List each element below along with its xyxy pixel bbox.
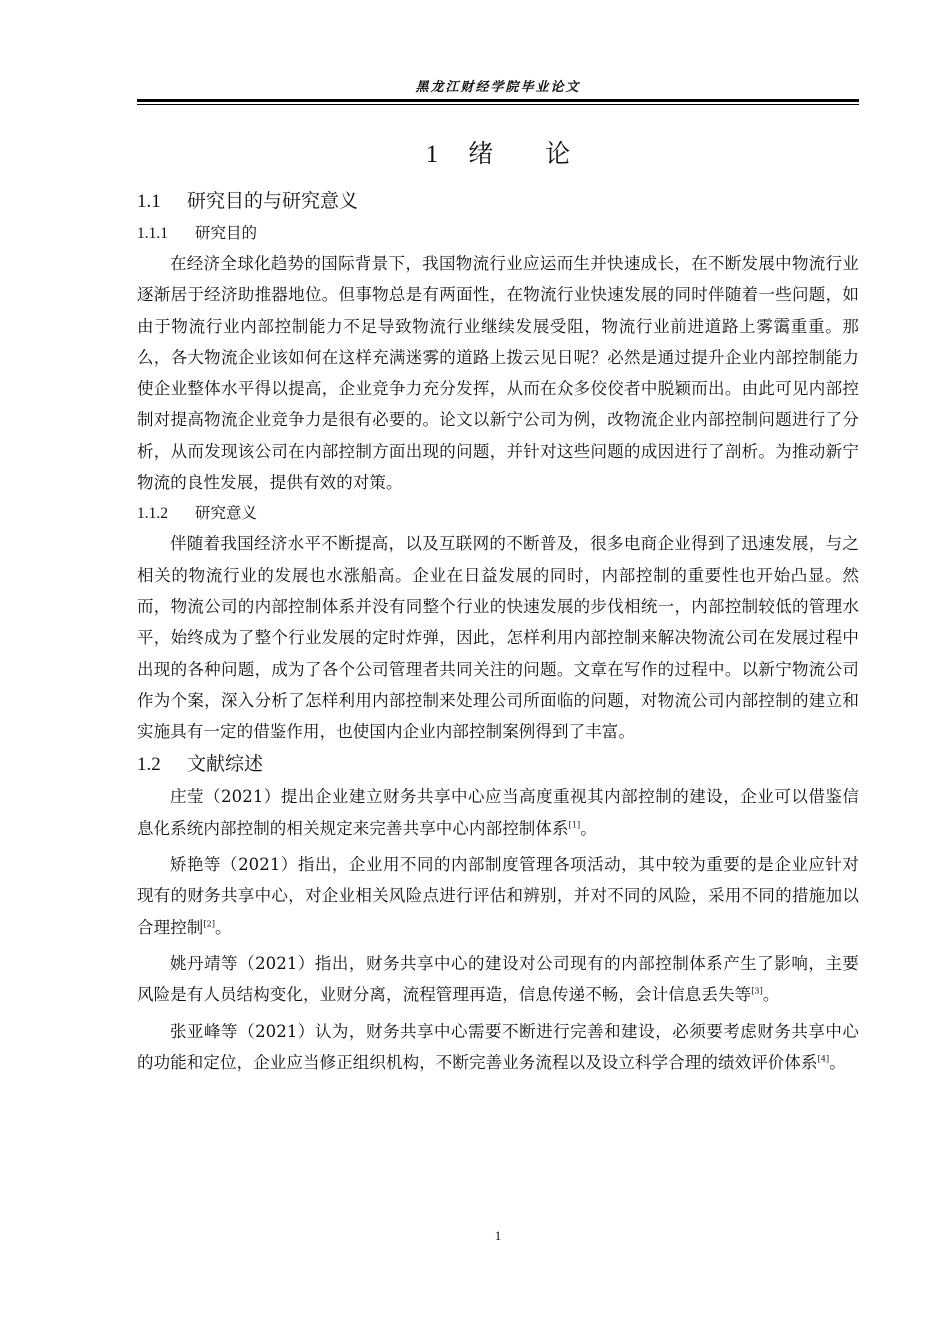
subsection-number: 1.1.1 xyxy=(137,225,168,242)
body-content xyxy=(137,184,859,1078)
sentence-end: 。 xyxy=(215,917,232,937)
header-rule-thin xyxy=(137,104,859,105)
chapter-title-char-2: 论 xyxy=(545,139,571,168)
subsection-heading-1-1-1 xyxy=(137,218,859,248)
subsection-heading-1-1-2 xyxy=(137,498,859,528)
section-title: 文献综述 xyxy=(187,753,264,776)
literature-text: 姚丹靖等（2021）指出，财务共享中心的建设对公司现有的内部控制体系产生了影响，主要风险是有人员结构变化，业财分离，流程管理再造，信息传递不畅，会计信息丢失等 xyxy=(137,953,859,1005)
page-header: 黑龙江财经学院毕业论文 xyxy=(415,80,581,95)
subsection-title: 研究意义 xyxy=(195,504,258,523)
citation-mark: [3] xyxy=(751,986,763,996)
section-heading-1-1 xyxy=(137,184,859,218)
page-number: 1 xyxy=(494,1228,502,1243)
section-number: 1.1 xyxy=(137,191,161,212)
chapter-title-char-1: 绪 xyxy=(468,139,494,168)
literature-paragraph xyxy=(137,948,859,1011)
section-number: 1.2 xyxy=(137,754,161,776)
literature-text: 庄莹（2021）提出企业建立财务共享中心应当高度重视其内部控制的建设，企业可以借鉴信息化系统内部控制的相关规定来完善共享中心内部控制体系 xyxy=(137,787,859,838)
subsection-title: 研究目的 xyxy=(195,224,258,242)
literature-text: 矫艳等（2021）指出，企业用不同的内部制度管理各项活动，其中较为重要的是企业应针对现有的财务共享中心，对企业相关风险点进行评估和辨别，并对不同的风险，采用不同的措施加以合理控制 xyxy=(137,855,859,937)
literature-paragraph xyxy=(137,849,859,943)
sentence-end: 。 xyxy=(762,985,780,1005)
header-rule-thick xyxy=(137,99,859,102)
chapter-number: 1 xyxy=(425,141,439,168)
sentence-end: 。 xyxy=(829,1052,846,1072)
sentence-end: 。 xyxy=(580,818,597,838)
subsection-number: 1.1.2 xyxy=(137,505,168,523)
literature-paragraph xyxy=(137,781,859,844)
paragraph-research-significance: 伴随着我国经济水平不断提高，以及互联网的不断普及，很多电商企业得到了迅速发展，与之相关的物流行业的发展也水涨船高。企业在日益发展的同时，内部控制的重要性也开始凸显。然而，物流公司的内部控制体系并没有同整个行业的快速发展的步伐相统一，内部控制较低的管理水平，始终成为了整个行业发展的定时炸弹，因此，怎样利用内部控制来解决物流公司在发展过程中出现的各种问题，成为了各个公司管理者共同关注的问题。文章在写作的过程中。以新宁物流公司作为个案，深入分析了怎样利用内部控制来处理公司所面临的问题，对物流公司内部控制的建立和实施具有一定的借鉴作用，也使国内企业内部控制案例得到了丰富。 xyxy=(137,534,859,742)
citation-mark: [2] xyxy=(203,919,216,929)
literature-paragraph xyxy=(137,1016,859,1079)
citation-mark: [1] xyxy=(568,820,581,830)
citation-mark: [4] xyxy=(817,1054,830,1064)
paragraph-research-purpose: 在经济全球化趋势的国际背景下，我国物流行业应运而生并快速成长，在不断发展中物流行业逐渐居于经济助推器地位。但事物总是有两面性，在物流行业快速发展的同时伴随着一些问题，如由于物流行业内部控制能力不足导致物流行业继续发展受阻，物流行业前进道路上雾霭重重。那么，各大物流企业该如何在这样充满迷雾的道路上拨云见日呢？必然是通过提升企业内部控制能力使企业整体水平得以提高，企业竞争力充分发挥，从而在众多佼佼者中脱颖而出。由此可见内部控制对提高物流企业竞争力是很有必要的。论文以新宁公司为例，改物流企业内部控制问题进行了分析，从而发现该公司在内部控制方面出现的问题，并针对这些问题的成因进行了剖析。为推动新宁物流的良性发展，提供有效的对策。 xyxy=(137,254,859,493)
section-heading-1-2 xyxy=(137,747,859,781)
section-title: 研究目的与研究意义 xyxy=(187,190,359,212)
literature-text: 张亚峰等（2021）认为，财务共享中心需要不断进行完善和建设，必须要考虑财务共享中心的功能和定位，企业应当修正组织机构，不断完善业务流程以及设立科学合理的绩效评价体系 xyxy=(137,1021,859,1072)
chapter-title xyxy=(137,134,859,170)
